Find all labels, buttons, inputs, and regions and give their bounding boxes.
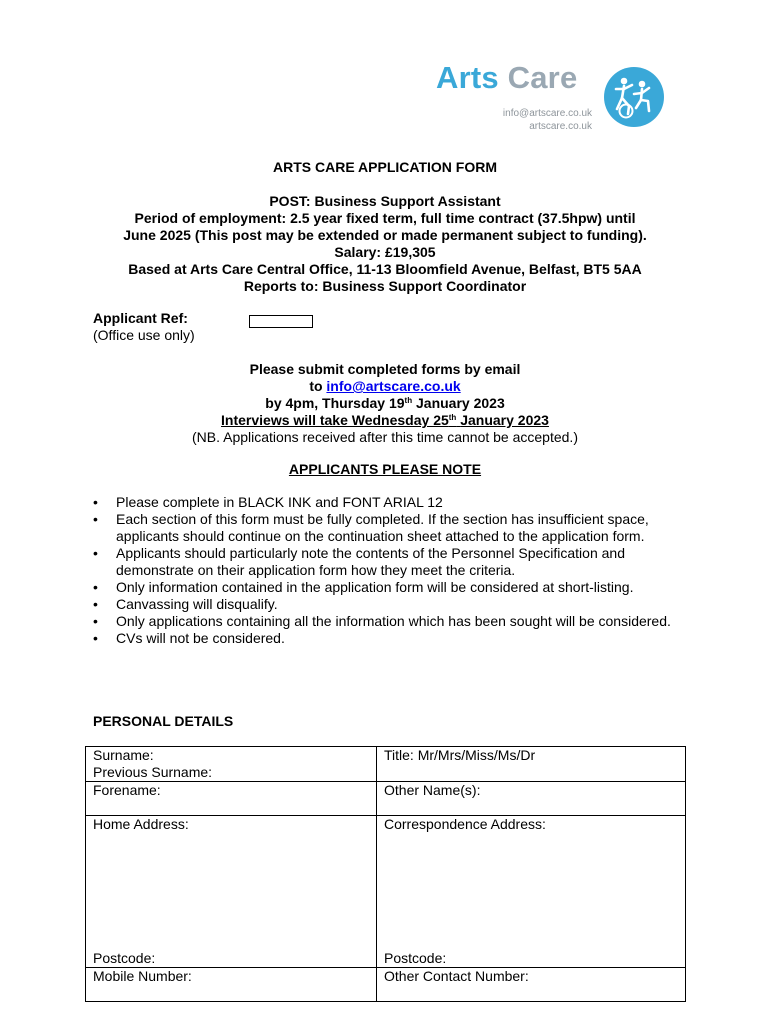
submission-info [60,361,710,446]
other-names-label: Other Name(s): [384,782,481,798]
surname-label: Surname: [93,747,154,763]
deadline-sup: th [404,396,413,405]
surname-cell[interactable] [86,747,377,782]
list-item: • Only information contained in the application form will be considered at short-listing. [93,579,673,596]
post-details [60,193,710,295]
period-line-1: Period of employment: 2.5 year fixed term, full time contract (37.5hpw) until [134,210,636,226]
submit-email-line [60,378,710,395]
personal-details-table [85,746,686,1002]
title-label: Title: Mr/Mrs/Miss/Ms/Dr [384,747,536,763]
late-note: (NB. Applications received after this time cannot be accepted.) [192,429,578,445]
interview-sup: th [448,413,457,422]
submit-line: Please submit completed forms by email [249,361,521,377]
deadline [60,395,710,412]
applicant-ref-box[interactable] [249,315,313,328]
notes-list [93,494,673,647]
correspondence-address-cell[interactable] [377,816,686,968]
brand-name-arts: Arts [436,60,499,95]
arts-care-logo-icon [604,67,664,127]
period-line-2: June 2025 (This post may be extended or made permanent subject to funding). [123,227,647,243]
home-address-cell[interactable] [86,816,377,968]
list-item: • Each section of this form must be fully completed. If the section has insufficient space, applicants should continue on the continuation sheet attached to the application form. [93,511,673,545]
list-item: • Please complete in BLACK INK and FONT ARIAL 12 [93,494,673,511]
brand-name-care: Care [507,60,578,95]
interview-prefix: Interviews will take Wednesday 25 [221,412,449,428]
list-item: • Canvassing will disqualify. [93,596,673,613]
correspondence-address-label: Correspondence Address: [384,816,546,832]
logo-website: artscare.co.uk [529,121,592,132]
other-names-cell[interactable] [377,782,686,816]
applicant-ref-label: Applicant Ref: [93,310,188,326]
logo-contact [503,107,592,133]
forename-cell[interactable] [86,782,377,816]
interview-suffix: January 2023 [460,412,549,428]
list-item: • CVs will not be considered. [93,630,673,647]
correspondence-postcode-label: Postcode: [384,950,447,966]
mobile-number-label: Mobile Number: [93,968,192,984]
salary: Salary: £19,305 [334,244,436,260]
brand-logo-text [436,60,577,96]
other-contact-label: Other Contact Number: [384,968,529,984]
mobile-number-cell[interactable] [86,968,377,1002]
interview-date [60,412,710,429]
list-item: • Applicants should particularly note the contents of the Personnel Specification and demonstrate on their application form how they meet the criteria. [93,545,673,579]
other-contact-cell[interactable] [377,968,686,1002]
previous-surname-label: Previous Surname: [93,764,213,780]
list-item: • Only applications containing all the information which has been sought will be considered. [93,613,673,630]
applicant-ref [93,310,195,344]
title-cell[interactable] [377,747,686,782]
post-name: POST: Business Support Assistant [269,193,501,209]
logo-email: info@artscare.co.uk [502,108,592,119]
personal-details-heading: PERSONAL DETAILS [93,713,234,729]
deadline-suffix: January 2023 [416,395,505,411]
home-postcode-label: Postcode: [93,950,156,966]
form-title: ARTS CARE APPLICATION FORM [273,159,497,175]
notes-heading: APPLICANTS PLEASE NOTE [288,461,482,477]
submit-to: to [309,378,323,394]
reports-to: Reports to: Business Support Coordinator [243,278,527,294]
applicant-ref-note: (Office use only) [93,327,195,343]
home-address-label: Home Address: [93,816,189,832]
deadline-prefix: by 4pm, Thursday 19 [265,395,405,411]
based-at: Based at Arts Care Central Office, 11-13 Bloomfield Avenue, Belfast, BT5 5AA [128,261,642,277]
submit-email-link[interactable]: info@artscare.co.uk [326,378,461,394]
forename-label: Forename: [93,782,161,798]
